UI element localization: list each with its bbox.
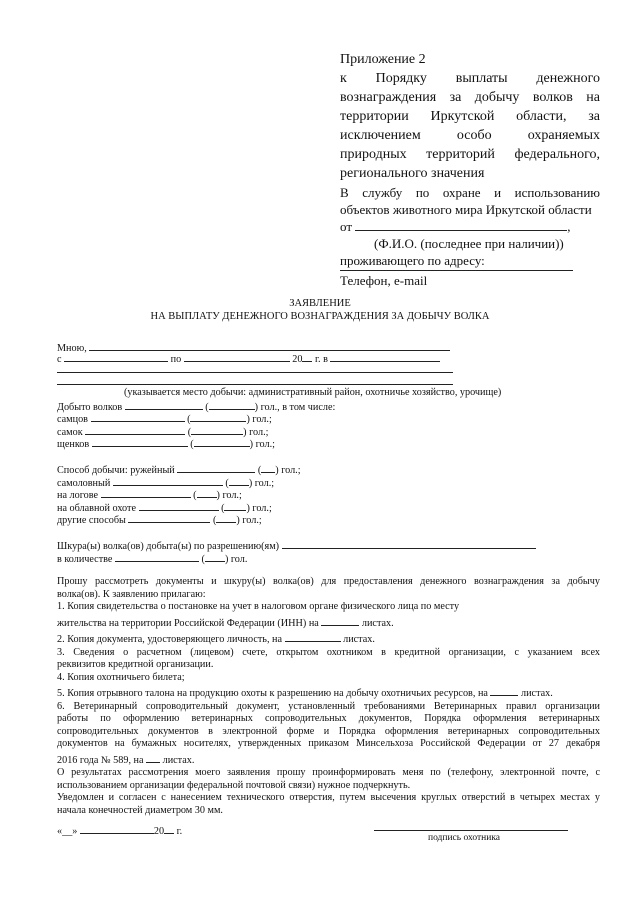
signature-field[interactable] <box>374 830 568 831</box>
gol-label: ) гол.; <box>243 427 269 438</box>
method-other-words-field[interactable] <box>128 511 210 523</box>
addressee-line-2: объектов животного мира Иркутской области <box>340 202 592 217</box>
sheets-label: листах. <box>162 754 195 766</box>
appendix-line: исключением особо охраняемых <box>340 128 600 143</box>
including-label: ) гол., в том числе: <box>254 402 336 413</box>
method-other-count-field[interactable] <box>216 511 236 523</box>
attachment-1a: 1. Копия свидетельства о постановке на учет в налоговом органе физического лица по месту <box>57 601 460 612</box>
attachment-3a: 3. Сведения о расчетном (лицевом) счете, открытом охотником в кредитной организации, с указанием всех <box>57 646 600 658</box>
place-note: (указывается место добычи: административный район, охотничье хозяйство, урочище) <box>124 387 502 398</box>
attachment-6e-row <box>57 751 600 768</box>
paren-open: ( <box>225 478 229 489</box>
pelt-permit-label: Шкура(ы) волка(ов) добыта(ы) по разрешению(ям) <box>57 541 280 552</box>
agree-text-b: начала конечностей диаметром 30 мм. <box>57 804 223 816</box>
date-from-field[interactable] <box>64 350 168 362</box>
date-month-field[interactable] <box>80 822 154 834</box>
attachment-6a: 6. Ветеринарный сопроводительный документ, установленный требованиями Ветеринарных правил организации <box>57 700 600 712</box>
paren-open: ( <box>193 490 197 501</box>
females-words-field[interactable] <box>85 423 185 435</box>
place-line-2[interactable] <box>57 372 453 373</box>
paren-open: ( <box>201 554 205 565</box>
vet-sheets-field[interactable] <box>146 751 160 763</box>
year-suffix: г. <box>176 826 183 837</box>
attachment-4: 4. Копия охотничьего билета; <box>57 671 185 683</box>
from-row <box>340 218 600 235</box>
appendix-line: природных территорий федерального, <box>340 147 600 162</box>
appendix-line: к Порядку выплаты денежного <box>340 71 600 86</box>
pelt-count-label: в количестве <box>57 554 113 565</box>
year-prefix: 20 <box>153 826 165 837</box>
residing-label: проживающего по адресу: <box>340 253 485 268</box>
males-label: самцов <box>57 414 88 425</box>
appendix-line: регионального значения <box>340 166 485 181</box>
date-to-label: по <box>170 354 182 365</box>
notify-text-a: О результатах рассмотрения моего заявления прошу проинформировать меня по (телефону, электронной почте, с <box>57 767 600 778</box>
fio-note: (Ф.И.О. (последнее при наличии)) <box>374 236 564 251</box>
method-rifle-words-field[interactable] <box>177 461 255 473</box>
date-year-field[interactable] <box>164 822 174 834</box>
talon-sheets-field[interactable] <box>490 684 518 696</box>
from-name-field[interactable] <box>355 219 567 231</box>
method-den-words-field[interactable] <box>101 486 191 498</box>
pelt-count-row <box>57 550 247 566</box>
date-from-label: с <box>57 354 62 365</box>
date-place-row <box>57 350 440 366</box>
method-rifle-label: Способ добычи: ружейный <box>57 465 175 476</box>
gol-label: ) гол.; <box>246 414 272 425</box>
pups-row <box>57 435 275 451</box>
addressee-block <box>340 184 600 269</box>
attachment-5-row <box>57 684 600 701</box>
appendix-block <box>340 50 600 183</box>
attachment-2-row <box>57 630 600 647</box>
sheets-label: листах. <box>343 634 375 645</box>
gol-label: ) гол.; <box>236 515 262 526</box>
attachment-6b: работы по оформлению ветеринарных сопроводительных документов, Порядка оформления ветеринарных <box>57 713 600 724</box>
method-other-row <box>57 511 262 527</box>
from-label: от <box>340 219 353 234</box>
doc-subtitle: НА ВЫПЛАТУ ДЕНЕЖНОГО ВОЗНАГРАЖДЕНИЯ ЗА ДОБЫЧУ ВОЛКА <box>150 311 490 322</box>
pelt-permit-field[interactable] <box>282 537 536 549</box>
attachment-2: 2. Копия документа, удостоверяющего личность, на <box>57 634 283 645</box>
attachment-1b: жительства на территории Российской Федерации (ИНН) на <box>57 617 319 629</box>
females-count-field[interactable] <box>191 423 243 435</box>
signature-label: подпись охотника <box>428 833 501 843</box>
method-den-label: на логове <box>57 490 98 501</box>
inn-sheets-field[interactable] <box>321 614 359 626</box>
attachment-3b: реквизитов кредитной организации. <box>57 659 214 670</box>
id-sheets-field[interactable] <box>285 630 341 642</box>
pups-label: щенков <box>57 439 90 450</box>
paren-open: ( <box>205 402 209 413</box>
request-text-b: волка(ов). К заявлению прилагаю: <box>57 588 206 600</box>
paren-open: ( <box>257 465 262 476</box>
year-field[interactable] <box>302 350 312 362</box>
pups-count-field[interactable] <box>194 435 250 447</box>
sheets-label: листах. <box>521 688 553 699</box>
paren-open: ( <box>190 439 194 450</box>
wolves-total-label: Добыто волков <box>57 402 123 413</box>
sheets-label: листах. <box>361 617 394 629</box>
paren-open: ( <box>221 503 225 514</box>
place-line-3[interactable] <box>57 384 453 385</box>
method-other-label: другие способы <box>57 515 126 526</box>
attachment-6c: сопроводительных документов в электронной форме и Порядка оформления ветеринарных сопроводительных <box>57 725 600 737</box>
request-block <box>57 576 600 817</box>
request-text-a: Прошу рассмотреть документы и шкуру(ы) волка(ов) для предоставления денежного вознаграждения за добычу <box>57 576 600 587</box>
method-trap-label: самоловный <box>57 478 111 489</box>
agree-text-a: Уведомлен и согласен с нанесением технического отверстия, путем высечения круглых отверстий в четырех местах у <box>57 792 600 803</box>
males-words-field[interactable] <box>91 410 185 422</box>
appendix-line: вознаграждения за добычу волков на <box>340 90 600 105</box>
attachment-5: 5. Копия отрывного талона на продукцию охоты к разрешению на добычу охотничьих ресурсов, на <box>57 688 488 699</box>
wolves-total-words-field[interactable] <box>125 398 203 410</box>
date-day-field[interactable]: «__» <box>57 826 78 837</box>
mnoy-label: Мною, <box>57 343 87 354</box>
gol-label: ) гол.; <box>248 478 275 489</box>
attachment-1b-row <box>57 614 600 631</box>
method-rifle-count-field[interactable] <box>261 461 275 473</box>
paren-open: ( <box>187 427 192 438</box>
method-drive-count-field[interactable] <box>224 499 246 511</box>
gol-label: ) гол. <box>224 554 248 565</box>
paren-open: ( <box>213 515 217 526</box>
address-field[interactable] <box>340 270 573 271</box>
attachment-6d: документов на бумажных носителях, утвержденных приказом Минсельхоза Российской Федерации от 27 декабря <box>57 738 600 749</box>
females-label: самок <box>57 427 83 438</box>
addressee-line-1: В службу по охране и использованию <box>340 185 600 200</box>
method-den-count-field[interactable] <box>197 486 217 498</box>
phone-label: Телефон, e-mail <box>340 273 428 288</box>
from-comma: , <box>567 219 571 234</box>
date-to-field[interactable] <box>184 350 290 362</box>
gol-label: ) гол.; <box>216 490 242 501</box>
appendix-number: Приложение 2 <box>340 52 426 67</box>
method-trap-words-field[interactable] <box>113 474 223 486</box>
place-field[interactable] <box>330 350 440 362</box>
pelt-count-field[interactable] <box>205 550 225 562</box>
year-prefix: 20 <box>292 354 303 365</box>
date-sign-row <box>57 822 182 838</box>
paren-open: ( <box>187 414 191 425</box>
method-trap-count-field[interactable] <box>229 474 249 486</box>
method-drive-words-field[interactable] <box>139 499 219 511</box>
wolves-total-count-field[interactable] <box>209 398 255 410</box>
appendix-line: территории Иркутской области, за <box>340 109 600 124</box>
attachment-6e: 2016 года № 589, на <box>57 754 144 766</box>
gol-label: ) гол.; <box>249 439 275 450</box>
year-in-label: г. в <box>315 354 328 365</box>
doc-title: ЗАЯВЛЕНИЕ <box>289 298 351 309</box>
gol-label: ) гол.; <box>246 503 272 514</box>
method-drive-label: на облавной охоте <box>57 503 136 514</box>
males-count-field[interactable] <box>190 410 246 422</box>
notify-text-b: использованием организации федеральной почтовой связи) нужное подчеркнуть. <box>57 779 411 791</box>
gol-label: ) гол.; <box>275 465 301 476</box>
pelt-count-words-field[interactable] <box>115 550 199 562</box>
pups-words-field[interactable] <box>92 435 188 447</box>
